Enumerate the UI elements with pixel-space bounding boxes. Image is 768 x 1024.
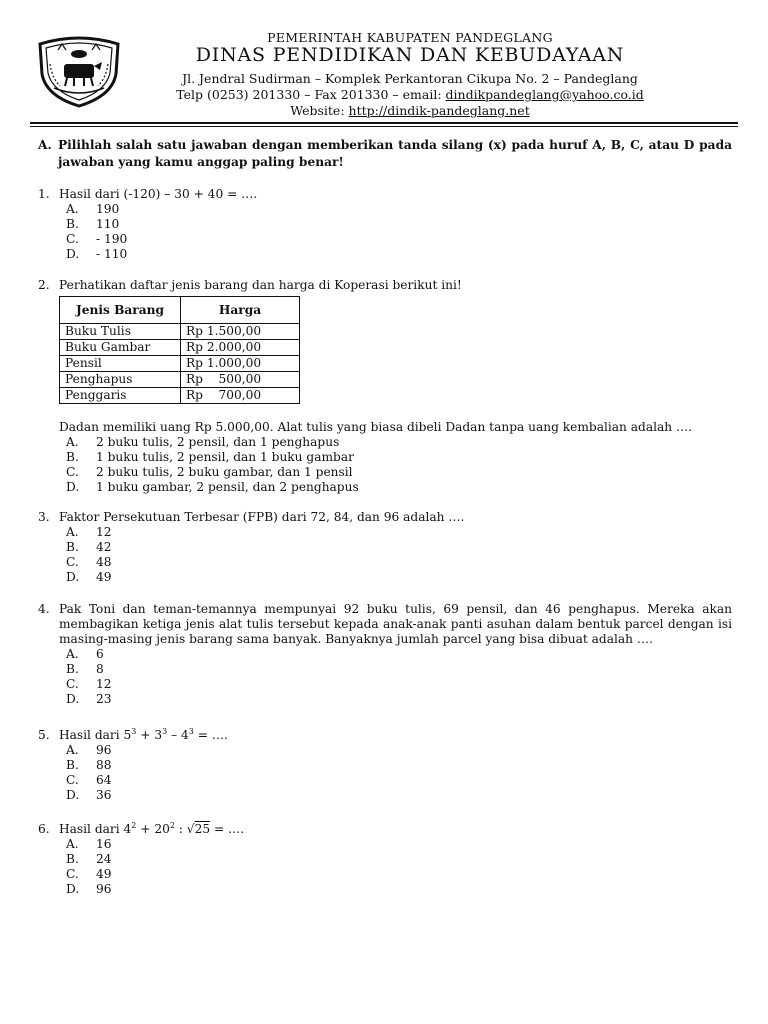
question-stem: Faktor Persekutuan Terbesar (FPB) dari 72, 84, dan 96 adalah …. xyxy=(59,510,465,524)
price-cell: Rp 2.000,00 xyxy=(181,340,300,356)
option-text: 190 xyxy=(96,202,120,216)
option-letter: A. xyxy=(66,202,79,216)
section-a-instruction xyxy=(38,137,732,171)
stem-prefix: Hasil dari xyxy=(59,728,124,742)
option-text: 23 xyxy=(96,692,112,706)
header-divider-thin xyxy=(30,126,738,127)
option-letter: D. xyxy=(66,480,80,494)
term-base: 5 xyxy=(123,728,132,742)
answer-option[interactable] xyxy=(66,465,732,480)
office-address: Jl. Jendral Sudirman – Komplek Perkantoran Cikupa No. 2 – Pandeglang xyxy=(182,71,638,86)
option-text: 6 xyxy=(96,647,104,661)
option-text: 1 buku tulis, 2 pensil, dan 1 buku gambar xyxy=(96,450,354,464)
answer-option[interactable] xyxy=(66,692,732,707)
question-stem xyxy=(59,822,732,837)
price-cell: Rp 1.000,00 xyxy=(181,356,300,372)
answer-options xyxy=(66,743,732,803)
price-cell: Rp 500,00 xyxy=(181,372,300,388)
radicand: 25 xyxy=(194,822,211,836)
question-4 xyxy=(38,602,732,707)
option-letter: A. xyxy=(66,435,79,449)
option-letter: A. xyxy=(66,743,79,757)
option-text: 48 xyxy=(96,555,112,569)
option-letter: C. xyxy=(66,773,79,787)
term-base: 4 xyxy=(123,822,132,836)
stem-suffix: = …. xyxy=(210,822,245,836)
answer-option[interactable] xyxy=(66,247,732,262)
table-row xyxy=(60,388,300,404)
item-cell: Penggaris xyxy=(60,388,181,404)
term-exponent: 3 xyxy=(162,726,168,736)
item-cell: Pensil xyxy=(60,356,181,372)
option-letter: D. xyxy=(66,882,80,896)
question-number: 1. xyxy=(38,187,50,201)
option-letter: D. xyxy=(66,788,80,802)
term-exponent: 2 xyxy=(131,820,137,830)
answer-options xyxy=(66,837,732,897)
option-text: - 110 xyxy=(96,247,128,261)
item-cell: Buku Tulis xyxy=(60,324,181,340)
option-text: 12 xyxy=(96,677,112,691)
question-3 xyxy=(38,510,732,585)
option-letter: C. xyxy=(66,677,79,691)
option-letter: A. xyxy=(66,837,79,851)
table-row xyxy=(60,340,300,356)
option-letter: B. xyxy=(66,662,79,676)
option-letter: A. xyxy=(66,647,79,661)
answer-option[interactable] xyxy=(66,540,732,555)
option-letter: D. xyxy=(66,247,80,261)
term-base: 20 xyxy=(154,822,170,836)
website-label: Website: xyxy=(290,103,349,118)
option-text: 110 xyxy=(96,217,120,231)
option-text: 12 xyxy=(96,525,112,539)
option-text: 36 xyxy=(96,788,112,802)
option-text: - 190 xyxy=(96,232,128,246)
answer-option[interactable] xyxy=(66,677,732,692)
answer-option[interactable] xyxy=(66,882,732,897)
column-header: Jenis Barang xyxy=(60,297,181,324)
answer-option[interactable] xyxy=(66,837,732,852)
price-cell: Rp 700,00 xyxy=(181,388,300,404)
power-term xyxy=(123,822,136,836)
question-number: 4. xyxy=(38,602,50,616)
table-row xyxy=(60,356,300,372)
option-text: 1 buku gambar, 2 pensil, dan 2 penghapus xyxy=(96,480,359,494)
section-label: A. xyxy=(38,138,52,152)
option-text: 49 xyxy=(96,867,112,881)
answer-option[interactable] xyxy=(66,202,732,217)
answer-option[interactable] xyxy=(66,525,732,540)
term-base: 3 xyxy=(154,728,163,742)
answer-option[interactable] xyxy=(66,570,732,585)
option-text: 49 xyxy=(96,570,112,584)
answer-option[interactable] xyxy=(66,788,732,803)
answer-option[interactable] xyxy=(66,217,732,232)
option-letter: B. xyxy=(66,852,79,866)
answer-option[interactable] xyxy=(66,435,732,450)
answer-option[interactable] xyxy=(66,758,732,773)
question-number: 6. xyxy=(38,822,50,836)
option-text: 64 xyxy=(96,773,112,787)
term-base: 4 xyxy=(181,728,189,742)
answer-option[interactable] xyxy=(66,647,732,662)
option-letter: C. xyxy=(66,465,79,479)
answer-options xyxy=(66,202,732,262)
option-letter: D. xyxy=(66,570,80,584)
answer-options xyxy=(66,647,732,707)
contact-line xyxy=(130,87,690,102)
answer-option[interactable] xyxy=(66,662,732,677)
option-letter: D. xyxy=(66,692,80,706)
option-text: 2 buku tulis, 2 buku gambar, dan 1 pensil xyxy=(96,465,353,479)
power-term xyxy=(154,728,167,742)
answer-option[interactable] xyxy=(66,773,732,788)
header-divider-thick xyxy=(30,122,738,124)
option-text: 24 xyxy=(96,852,112,866)
option-letter: B. xyxy=(66,540,79,554)
question-stem: Pak Toni dan teman-temannya mempunyai 92 buku tulis, 69 pensil, dan 46 penghapus. Mereka akan membagikan ketiga jenis alat tulis tersebut kepada anak-anak panti asuhan dalam bentuk parcel dengan isi masing-masing jenis barang sama banyak. Banyaknya jumlah parcel yang bisa dibuat adalah …. xyxy=(59,602,732,646)
question-stem: Perhatikan daftar jenis barang dan harga di Koperasi berikut ini! xyxy=(59,278,462,292)
term-operator: = …. xyxy=(193,728,228,742)
question-number: 3. xyxy=(38,510,50,524)
answer-option[interactable] xyxy=(66,555,732,570)
question-stem xyxy=(59,728,732,743)
question-2 xyxy=(38,278,732,495)
item-cell: Buku Gambar xyxy=(60,340,181,356)
question-5 xyxy=(38,728,732,803)
term-operator: – xyxy=(167,728,182,742)
answer-option[interactable] xyxy=(66,743,732,758)
item-cell: Penghapus xyxy=(60,372,181,388)
column-header: Harga xyxy=(181,297,300,324)
option-letter: C. xyxy=(66,555,79,569)
answer-option[interactable] xyxy=(66,852,732,867)
option-letter: A. xyxy=(66,525,79,539)
question-number: 2. xyxy=(38,278,50,292)
answer-option[interactable] xyxy=(66,480,732,495)
answer-option[interactable] xyxy=(66,867,732,882)
email-link[interactable]: dindikpandeglang@yahoo.co.id xyxy=(445,87,644,102)
question-stem: Hasil dari (-120) – 30 + 40 = …. xyxy=(59,187,258,201)
power-term xyxy=(123,728,136,742)
answer-option[interactable] xyxy=(66,232,732,247)
option-letter: B. xyxy=(66,758,79,772)
option-letter: B. xyxy=(66,217,79,231)
radical-sign-icon: √ xyxy=(186,822,195,836)
power-term xyxy=(154,822,175,836)
option-letter: C. xyxy=(66,232,79,246)
option-letter: C. xyxy=(66,867,79,881)
option-text: 16 xyxy=(96,837,112,851)
price-cell: Rp 1.500,00 xyxy=(181,324,300,340)
question-1 xyxy=(38,187,732,262)
option-text: 96 xyxy=(96,743,112,757)
table-row xyxy=(60,372,300,388)
term-exponent: 3 xyxy=(188,726,194,736)
answer-options xyxy=(66,525,732,585)
option-text: 42 xyxy=(96,540,112,554)
option-text: 8 xyxy=(96,662,104,676)
square-root xyxy=(187,822,210,837)
government-title: PEMERINTAH KABUPATEN PANDEGLANG xyxy=(267,30,553,45)
table-row xyxy=(60,324,300,340)
term-exponent: 3 xyxy=(131,726,137,736)
stem-prefix: Hasil dari xyxy=(59,822,124,836)
instruction-text: Pilihlah salah satu jawaban dengan memberikan tanda silang (x) pada huruf A, B, C, atau D pada jawaban yang kamu anggap paling benar! xyxy=(58,138,732,169)
department-title: DINAS PENDIDIKAN DAN KEBUDAYAAN xyxy=(195,44,625,66)
option-text: 88 xyxy=(96,758,112,772)
option-text: 96 xyxy=(96,882,112,896)
price-table xyxy=(59,296,300,404)
power-term xyxy=(181,728,194,742)
term-operator: + xyxy=(136,728,155,742)
website-link[interactable]: http://dindik-pandeglang.net xyxy=(348,103,530,118)
question-number: 5. xyxy=(38,728,50,742)
term-operator: : xyxy=(174,822,187,836)
option-text: 2 buku tulis, 2 pensil, dan 1 penghapus xyxy=(96,435,340,449)
option-letter: B. xyxy=(66,450,79,464)
phone-fax-text: Telp (0253) 201330 – Fax 201330 – email: xyxy=(176,87,446,102)
question-follow-up: Dadan memiliki uang Rp 5.000,00. Alat tulis yang biasa dibeli Dadan tanpa uang kembalian adalah …. xyxy=(59,420,693,434)
answer-option[interactable] xyxy=(66,450,732,465)
website-line xyxy=(130,103,690,118)
question-6 xyxy=(38,822,732,897)
answer-options xyxy=(66,435,732,495)
table-header-row xyxy=(60,297,300,324)
regency-emblem-logo xyxy=(34,34,124,108)
term-exponent: 2 xyxy=(169,820,175,830)
term-operator: + xyxy=(136,822,155,836)
